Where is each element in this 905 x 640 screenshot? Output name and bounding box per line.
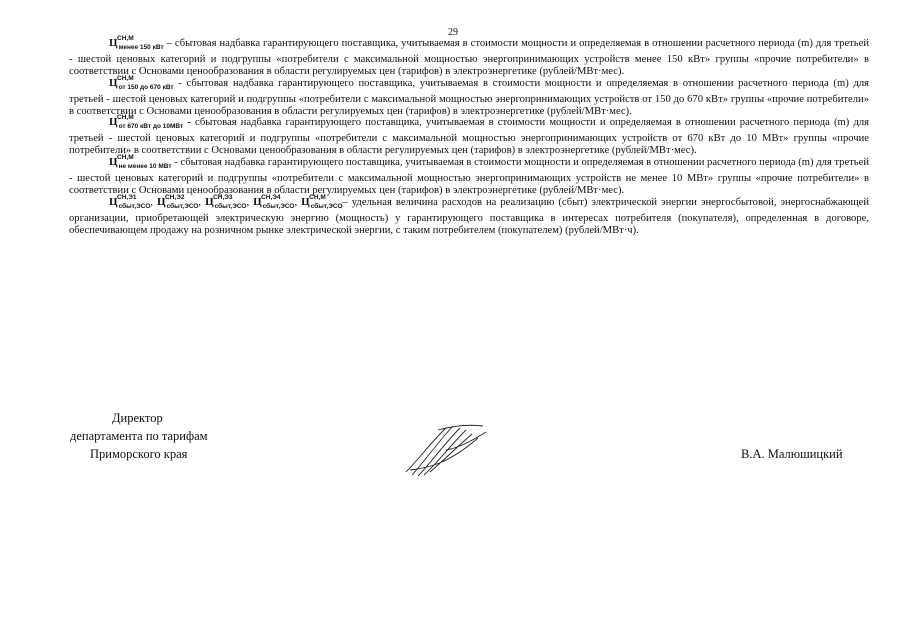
paragraph-1: Ц СН,М $_{менее 150 кВт}$ – сбытовая надбавка гарантирующего поставщика, учитываемая в стоимости мощности и определяемая в отношении расчетного периода (m) для третьей - шестой ценовых категорий и подгруппы «потребители с максимальной мощностью энергопринимающих устройств менее 150 кВт» группы «прочие потребители» в соответствии с Основами ценообразования в области регулируемых цен (тарифов) в электроэнергетике (рублей/МВт·мес). xyxy=(69,35,869,77)
page-number: 29 xyxy=(448,27,458,38)
formula-symbol: Ц СН,М $_{не менее 10 МВт}$ xyxy=(109,154,172,171)
formula-symbol: Ц СН,М $_{от 150 до 670 кВт}$ xyxy=(109,74,174,91)
formula-symbol: Ц СН,Э1 $_{сбыт,ЭСО}$ xyxy=(109,193,151,210)
paragraph-5: Ц СН,Э1 $_{сбыт,ЭСО}$, Ц СН,Э2 $_{сбыт,ЭСО}$, Ц СН,Э3 $_{сбыт,ЭСО}$, Ц СН,Э4 $_{сбыт,ЭСО}$, Ц СН,М $_{сбыт,ЭСО}$– удельная величина расходов на реализацию (сбыт) электрической энергии энергосбытовой, энергоснабжающей организации, приобретающей электрическую энергию (мощность) у гарантирующего поставщика в интересах потребителя (покупателя), определенная в договоре, обеспечивающем продажу на розничном рынке электрической энергии, с таким потребителем (покупателем) (рублей/МВт·ч). xyxy=(69,193,870,236)
formula-symbol: Ц СН,М $_{от 670 кВт до 10МВт}$ xyxy=(109,114,184,131)
paragraph-3: Ц СН,М $_{от 670 кВт до 10МВт}$ - сбытовая надбавка гарантирующего поставщика, учитываемая в стоимости мощности и определяемая в отношении расчетного периода (m) для третьей - шестой ценовых категорий и подгруппы «потребители с максимальной мощностью энергопринимающих устройств от 670 кВт до 10 МВт» группы «прочие потребители» в соответствии с Основами ценообразования в области регулируемых цен (тарифов) в электроэнергетике (рублей/МВт·мес). xyxy=(69,114,869,157)
handwritten-signature xyxy=(398,420,493,480)
formula-symbol: Ц СН,М $_{сбыт,ЭСО}$ xyxy=(301,193,343,210)
paragraph-2: Ц СН,М $_{от 150 до 670 кВт}$ - сбытовая надбавка гарантирующего поставщика, учитываемая в стоимости мощности и определяемая в отношении расчетного периода (m) для третьей - шестой ценовых категорий и подгруппы «потребители с максимальной мощностью энергопринимающих устройств от 150 до 670 кВт» группы «прочие потребители» в соответствии с Основами ценообразования в области регулируемых цен (тарифов) в электроэнергетике (рублей/МВт·мес). xyxy=(69,74,869,117)
formula-symbol: Ц СН,Э2 $_{сбыт,ЭСО}$ xyxy=(157,193,199,210)
signer-name: В.А. Малюшицкий xyxy=(741,447,843,461)
document-body xyxy=(69,35,870,237)
formula-symbol: Ц СН,Э3 $_{сбыт,ЭСО}$ xyxy=(205,193,247,210)
signer-position-line3: Приморского края xyxy=(90,447,188,461)
formula-symbol: Ц СН,М $_{менее 150 кВт}$ xyxy=(109,35,164,51)
paragraph-4: Ц СН,М $_{не менее 10 МВт}$ - сбытовая надбавка гарантирующего поставщика, учитываемая в стоимости мощности и определяемая в отношении расчетного периода (m) для третьей - шестой ценовых категорий и подгруппы «потребители с максимальной мощностью энергопринимающих устройств не менее 10 МВт» группы «прочие потребители» в соответствии с Основами ценообразования в области регулируемых цен (тарифов) в электроэнергетике (рублей/МВт·мес). xyxy=(69,154,869,196)
formula-symbol: Ц СН,Э4 $_{сбыт,ЭСО}$ xyxy=(253,193,295,210)
signer-position-line2: департамента по тарифам xyxy=(70,429,208,443)
signer-position-line1: Директор xyxy=(112,411,163,425)
